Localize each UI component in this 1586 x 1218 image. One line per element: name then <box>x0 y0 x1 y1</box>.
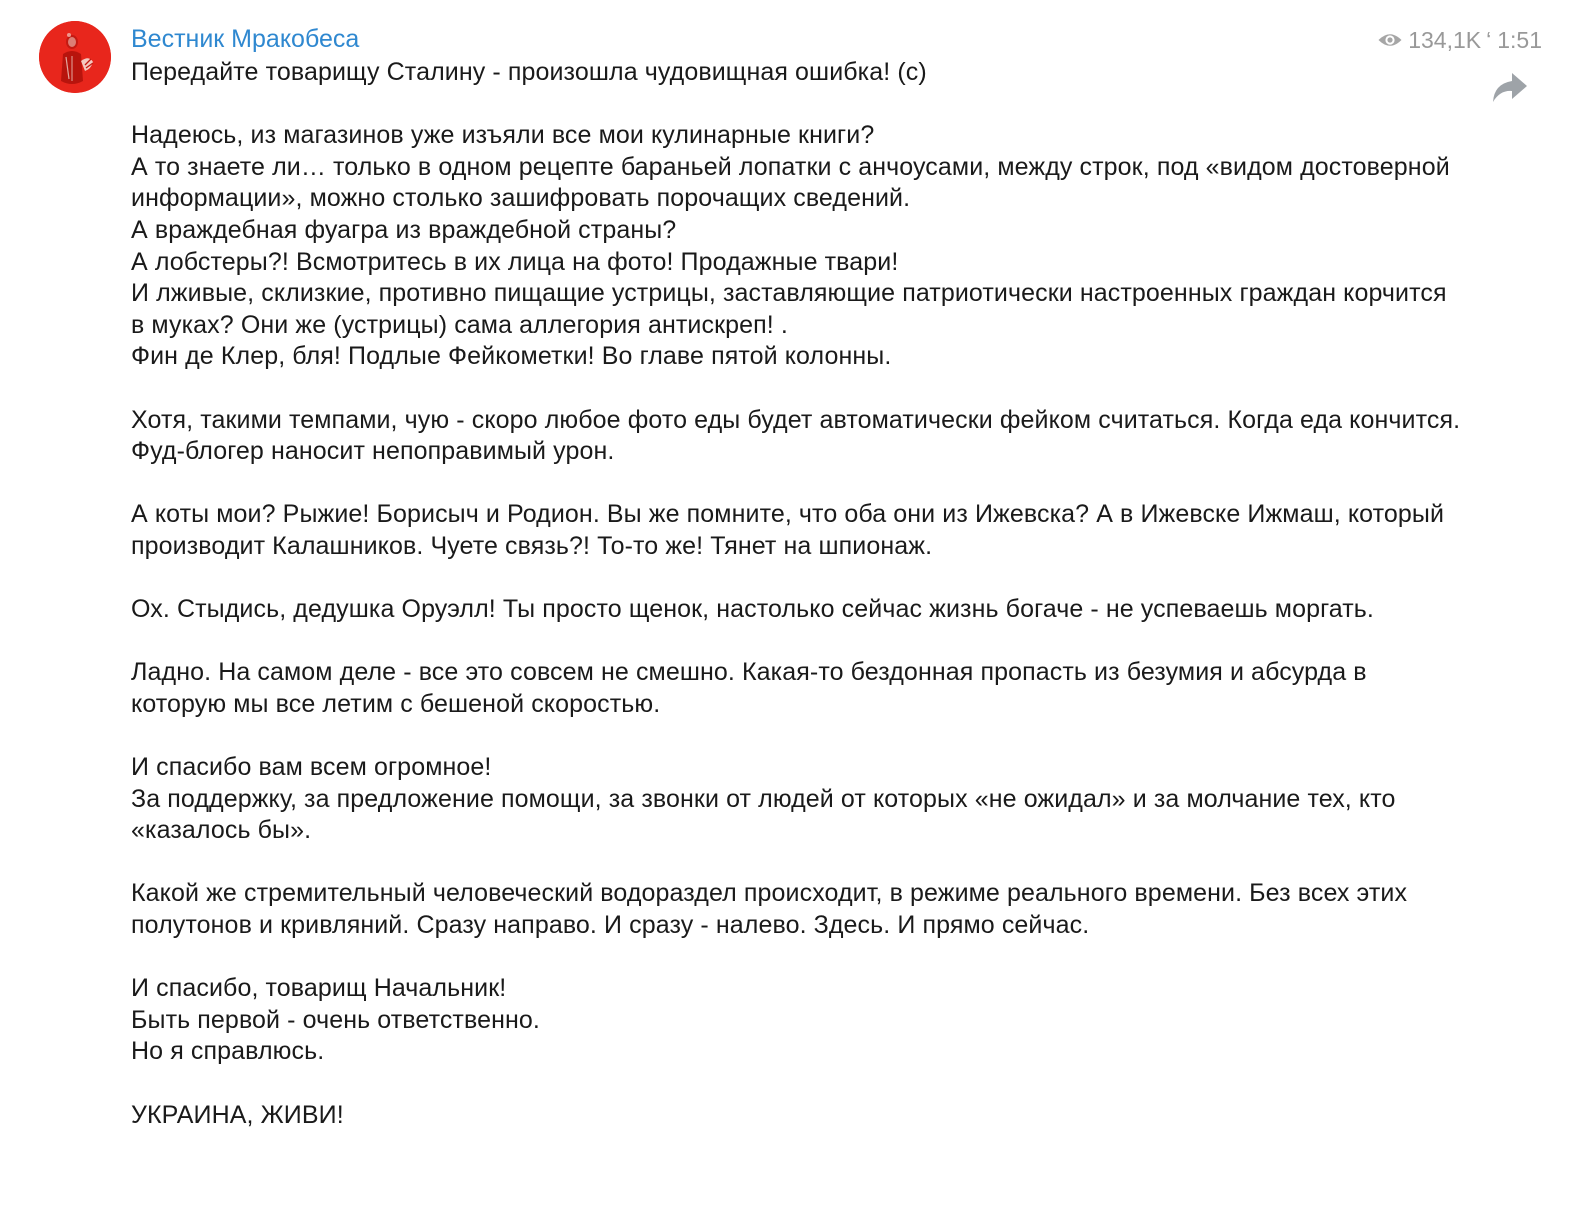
channel-name-link[interactable]: Вестник Мракобеса <box>131 25 360 53</box>
forward-button[interactable] <box>1490 69 1530 107</box>
forward-arrow-icon <box>1490 69 1530 107</box>
post-content <box>131 22 1461 1131</box>
post-meta <box>1377 25 1542 55</box>
edited-mark: ‘ <box>1486 26 1492 53</box>
channel-avatar[interactable] <box>39 21 111 93</box>
post-text: Передайте товарищу Сталину - произошла чудовищная ошибка! (с) Надеюсь, из магазинов уже изъяли все мои кулинарные книги? А то знаете ли… только в одном рецепте бараньей лопатки с анчоусами, между строк, под «видом достоверной информации», можно столько зашифровать порочащих сведений. А враждебная фуагра из враждебной страны? А лобстеры?! Всмотритесь в их лица на фото! Продажные твари! И лживые, склизкие, противно пищащие устрицы, заставляющие патриотически настроенных граждан корчится в муках? Они же (устрицы) сама аллегория антискреп! . Фин де Клер, бля! Подлые Фейкометки! Во главе пятой колонны. Хотя, такими темпами, чую - скоро любое фото еды будет автоматически фейком считаться. Когда еда кончится. Фуд-блогер наносит непоправимый урон. А коты мои? Рыжие! Борисыч и Родион. Вы же помните, что оба они из Ижевска? А в Ижевске Ижмаш, который производит Калашников. Чуете связь?! То-то же! Тянет на шпионаж. Ох. Стыдись, дедушка Оруэлл! Ты просто щенок, настолько сейчас жизнь богаче - не успеваешь моргать. Ладно. На самом деле - все это совсем не смешно. Какая-то бездонная пропасть из безумия и абсурда в которую мы все летим с бешеной скоростью. И спасибо вам всем огромное! За поддержку, за предложение помощи, за звонки от людей от которых «не ожидал» и за молчание тех, кто «казалось бы». Какой же стремительный человеческий водораздел происходит, в режиме реального времени. Без всех этих полутонов и кривляний. Сразу направо. И сразу - налево. Здесь. И прямо сейчас. И спасибо, товарищ Начальник! Быть первой - очень ответственно. Но я справлюсь. УКРАИНА, ЖИВИ! <box>131 58 1461 1129</box>
avatar-figure-icon <box>39 21 111 93</box>
views-count: 134,1K <box>1408 26 1482 53</box>
post-time: 1:51 <box>1497 26 1542 53</box>
eye-icon <box>1377 31 1403 49</box>
